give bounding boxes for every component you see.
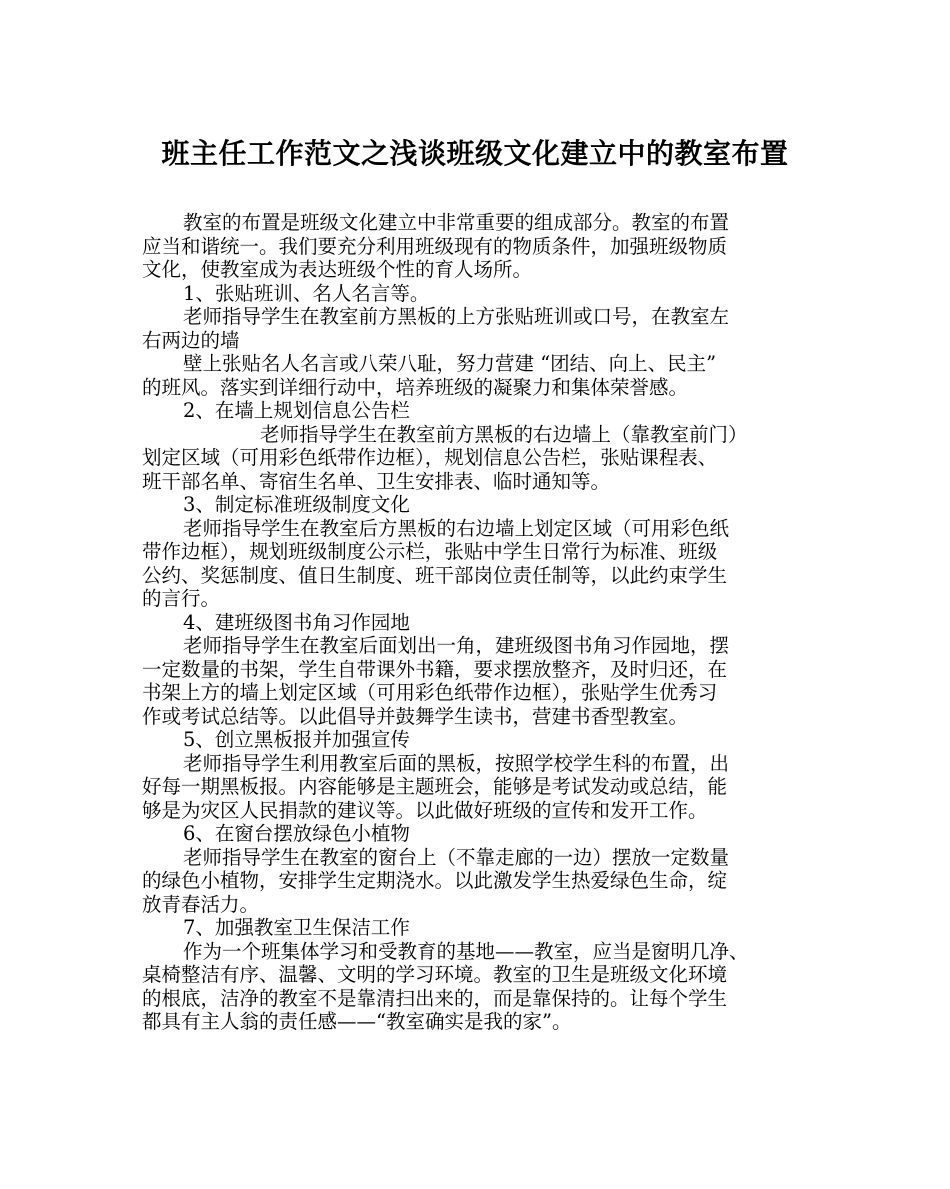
body-line: 够是为灾区人民捐款的建议等。以此做好班级的宣传和发开工作。	[142, 798, 708, 822]
body-line: 教室的布置是班级文化建立中非常重要的组成部分。教室的布置	[183, 211, 730, 234]
body-line: 的班风。落实到详细行动中，培养班级的凝聚力和集体荣誉感。	[142, 375, 689, 399]
body-line: 的根底，洁净的教室不是靠清扫出来的，而是靠保持的。让每个学生	[142, 986, 728, 1010]
body-line: 应当和谐统一。我们要充分利用班级现有的物质条件，加强班级物质	[142, 234, 728, 258]
body-line: 3、制定标准班级制度文化	[183, 493, 410, 516]
document-body	[142, 211, 817, 1034]
body-line: 右两边的墙	[142, 328, 240, 352]
body-line: 5、创立黑板报并加强宣传	[183, 728, 410, 751]
body-line: 老师指导学生利用教室后面的黑板，按照学校学生科的布置，出	[183, 751, 730, 775]
body-line: 书架上方的墙上划定区域（可用彩色纸带作边框），张贴学生优秀习	[142, 681, 718, 704]
body-line: 桌椅整洁有序、温馨、文明的学习环境。教室的卫生是班级文化环境	[142, 963, 728, 986]
body-line: 老师指导学生在教室的窗台上（不靠走廊的一边）摆放一定数量	[183, 845, 730, 869]
body-line: 作为一个班集体学习和受教育的基地——教室，应当是窗明几净、	[183, 939, 749, 963]
body-line: 好每一期黑板报。内容能够是主题班会，能够是考试发动或总结，能	[142, 775, 728, 798]
body-line: 带作边框），规划班级制度公示栏，张贴中学生日常行为标准、班级	[142, 540, 718, 563]
body-line: 一定数量的书架，学生自带课外书籍，要求摆放整齐，及时归还，在	[142, 657, 728, 681]
body-line: 班干部名单、寄宿生名单、卫生安排表、临时通知等。	[142, 469, 611, 493]
body-line: 老师指导学生在教室后方黑板的右边墙上划定区域（可用彩色纸	[183, 516, 730, 540]
body-line: 的言行。	[142, 587, 221, 610]
body-line: 老师指导学生在教室后面划出一角，建班级图书角习作园地，摆	[183, 634, 730, 657]
body-line: 6、在窗台摆放绿色小植物	[183, 822, 410, 845]
body-line: 7、加强教室卫生保洁工作	[183, 916, 410, 939]
body-line: 作或考试总结等。以此倡导并鼓舞学生读书，营建书香型教室。	[142, 704, 689, 728]
body-line: 1、张贴班训、名人名言等。	[183, 281, 430, 305]
body-line: 都具有主人翁的责任感——“教室确实是我的家”。	[142, 1010, 572, 1033]
body-line: 划定区域（可用彩色纸带作边框），规划信息公告栏，张贴课程表、	[142, 446, 718, 469]
body-line: 壁上张贴名人名言或八荣八耻，努力营建 “团结、向上、民主”	[183, 352, 717, 375]
body-line: 公约、奖惩制度、值日生制度、班干部岗位责任制等，以此约束学生	[142, 563, 728, 587]
body-line: 2、在墙上规划信息公告栏	[183, 399, 410, 422]
body-line: 4、建班级图书角习作园地	[183, 610, 410, 634]
body-line: 放青春活力。	[142, 892, 260, 916]
body-line: 老师指导学生在教室前方黑板的上方张贴班训或口号，在教室左	[183, 305, 730, 328]
body-line: 的绿色小植物，安排学生定期浇水。以此激发学生热爱绿色生命，绽	[142, 869, 728, 892]
body-line: 老师指导学生在教室前方黑板的右边墙上（靠教室前门）	[260, 422, 748, 446]
document-title: 班主任工作范文之浅谈班级文化建立中的教室布置	[161, 137, 789, 170]
body-line: 文化，使教室成为表达班级个性的育人场所。	[142, 258, 533, 281]
